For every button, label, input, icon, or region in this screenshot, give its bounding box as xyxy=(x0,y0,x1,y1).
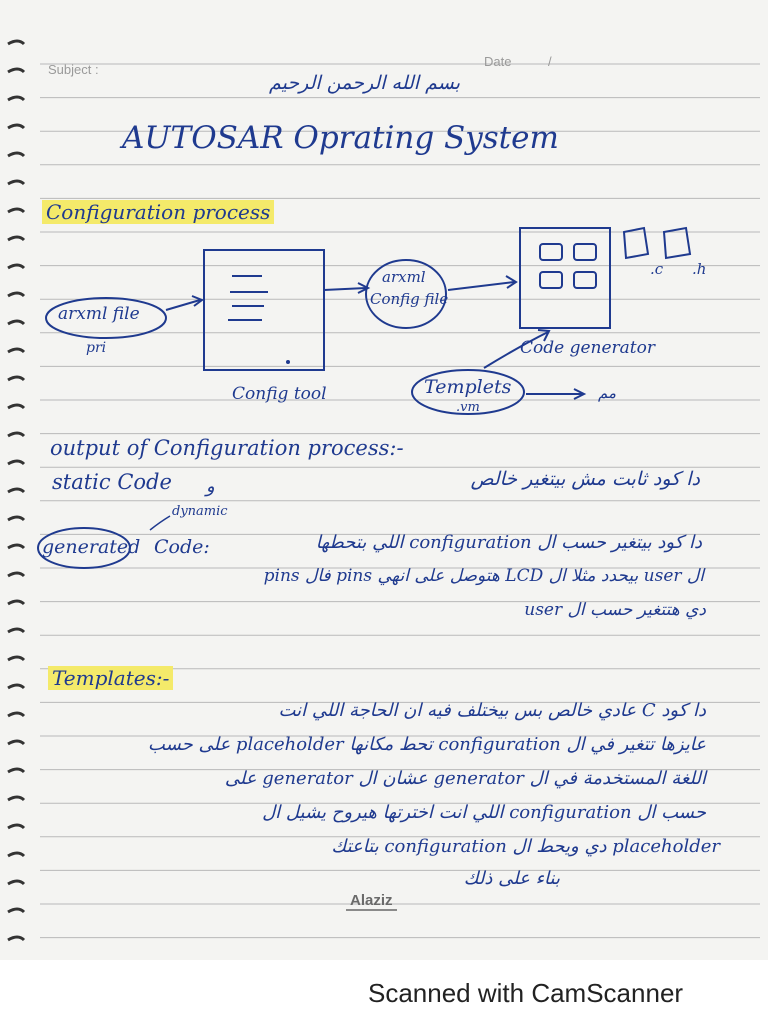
generated-code-label: Code: xyxy=(154,536,210,558)
page-title: AUTOSAR Oprating System xyxy=(122,120,559,156)
templates-line-1: دا كود C عادي خالص بس بيختلف فيه ان الحاجة اللي انت xyxy=(278,700,706,721)
static-code-label: static Code xyxy=(52,470,172,494)
config-file-label-line2: Config file xyxy=(370,290,449,308)
templates-line-5: placeholder دي ويحط ال configuration بتاعتك xyxy=(331,836,720,857)
subject-label: Subject : xyxy=(48,62,99,77)
config-file-label-line1: arxml xyxy=(382,268,426,286)
input-file-label: arxml file xyxy=(58,304,140,324)
section-heading-configuration-process: Configuration process xyxy=(42,200,274,224)
config-tool-box xyxy=(204,250,324,370)
static-code-description: دا كود ثابت مش بيتغير خالص xyxy=(470,468,700,490)
templates-line-6: بناء على ذلك xyxy=(463,868,560,889)
arrow-note: مم xyxy=(598,384,617,402)
code-generator-label: Code generator xyxy=(520,338,655,358)
templates-ext-label: .vm xyxy=(456,400,480,415)
output-file-h-icon xyxy=(664,228,690,258)
basmala: بسم الله الرحمن الرحيم xyxy=(269,72,460,94)
templates-label: Templets xyxy=(424,376,512,398)
scanner-footer: Scanned with CamScanner xyxy=(368,978,684,1008)
config-tool-label: Config tool xyxy=(232,384,327,404)
date-label: Date xyxy=(484,54,512,69)
generated-example-line: ال user بيحدد مثلا ال LCD هتوصل على انهي pins فال pins xyxy=(263,566,704,586)
output-c-label: .c xyxy=(650,260,664,278)
templates-heading: Templates:- xyxy=(48,666,173,690)
output-heading: output of Configuration process:- xyxy=(50,436,404,460)
output-file-c-icon xyxy=(624,228,648,258)
date-value: / xyxy=(548,54,552,69)
generated-example-line-2: دي هتتغير حسب ال user xyxy=(524,600,706,620)
templates-line-4: حسب ال configuration اللي انت اخترتها هيروح يشيل ال xyxy=(262,802,706,823)
templates-line-3: اللغة المستخدمة في ال generator عشان ال generator على xyxy=(224,768,706,789)
dynamic-note: dynamic xyxy=(172,504,228,519)
output-h-label: .h xyxy=(692,260,707,278)
watermark-stamp: Alaziz xyxy=(346,892,397,911)
static-connector: و xyxy=(206,476,215,497)
templates-line-2: عايزها تتغير في ال configuration تحط مكانها placeholder على حسب xyxy=(147,734,706,755)
generated-label: generated xyxy=(42,536,141,558)
input-file-note: pri xyxy=(86,340,107,356)
generated-code-description: دا كود بيتغير حسب ال configuration اللي بتحطها xyxy=(315,532,702,553)
